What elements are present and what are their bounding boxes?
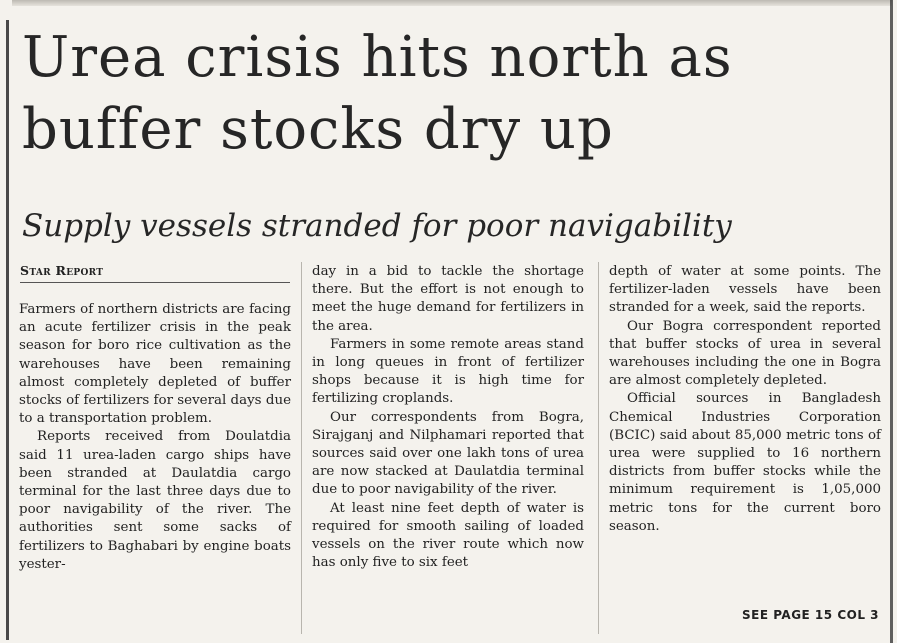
column-divider — [598, 262, 599, 634]
paragraph: Official sources in Bangladesh Chemical Industries Corporation (BCIC) said about 85,000 metric tons of urea were supplied to 16 northern districts from buffer stocks while the minimum requirement is 1,05,000 metric tons for the current boro season. — [609, 391, 881, 534]
headline: Urea crisis hits north as buffer stocks dry up — [22, 25, 733, 162]
paragraph: Our Bogra correspondent reported that buffer stocks of urea in several warehouses including the one in Bogra are almost completely depleted. — [609, 318, 881, 389]
article-column-3 — [609, 263, 881, 536]
article-column-1 — [19, 301, 291, 574]
paragraph: Our correspondents from Bogra, Sirajganj and Nilphamari reported that sources said over one lakh tons of urea are now stacked at Daulatdia terminal due to poor navigability of the river. — [312, 409, 584, 498]
paragraph: Farmers in some remote areas stand in long queues in front of fertilizer shops because it is high time for fertilizing croplands. — [312, 336, 584, 407]
subheadline: Supply vessels stranded for poor navigability — [22, 208, 732, 244]
column-divider — [301, 262, 302, 634]
article-column-2 — [312, 263, 584, 572]
byline-rule — [20, 282, 290, 283]
paragraph: depth of water at some points. The fertilizer-laden vessels have been stranded for a week, said the reports. — [609, 264, 881, 316]
paragraph: Reports received from Doulatdia said 11 urea-laden cargo ships have been stranded at Daulatdia cargo terminal for the last three days due to poor navigability of the river. The authorities sent some sacks of fertilizers to Baghabari by engine boats yester- — [19, 429, 291, 572]
right-clipping-edge — [890, 0, 893, 643]
top-torn-edge — [12, 0, 892, 6]
paragraph: At least nine feet depth of water is required for smooth sailing of loaded vessels on the river route which now has only five to six feet — [312, 500, 584, 571]
paragraph: day in a bid to tackle the shortage there. But the effort is not enough to meet the huge demand for fertilizers in the area. — [312, 264, 584, 334]
paragraph: Farmers of northern districts are facing an acute fertilizer crisis in the peak season for boro rice cultivation as the warehouses have been remaining almost completely depleted of buffer stocks of fertilizers for several days due to a transportation problem. — [19, 302, 291, 427]
jump-line: SEE PAGE 15 COL 3 — [742, 608, 879, 622]
byline: Star Report — [20, 263, 104, 278]
left-column-rule — [6, 20, 9, 640]
